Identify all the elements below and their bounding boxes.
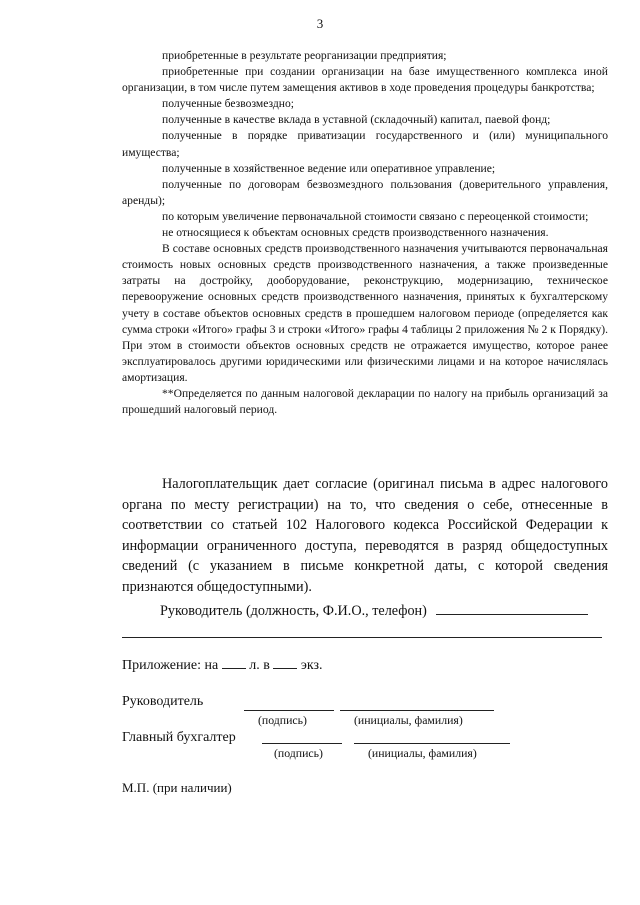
composition-paragraph: В составе основных средств производственного назначения учитываются первоначальная стоимость новых основных средств производственного назначения, а также произведенные затраты на достройку, дооборудование, реконструкцию, модернизацию, техническое перевооружение основных средств производственного назначения, принятых к бухгалтерскому учету в составе объектов основных средств в прошедшем налоговом периоде (определяется как сумма строки «Итого» графы 3 и строки «Итого» графы 4 таблицы 2 приложения № 2 к Порядку). При этом в стоимости объектов основных средств не отражается имущество, которое ранее эксплуатировалось другими юридическими или физическими лицами и на которое начислялась амортизация. <box>122 242 608 384</box>
head-signature-caption: (подпись) <box>258 713 307 727</box>
list-item: приобретенные при создании организации на базе имущественного комплекса иной организации, в том числе путем замещения активов в ходе проведения процедуры банкротства; <box>122 65 608 95</box>
list-item: полученные в хозяйственное ведение или оперативное управление; <box>162 161 496 175</box>
stamp-label: М.П. (при наличии) <box>122 780 232 795</box>
list-item: не относящиеся к объектам основных средств производственного назначения. <box>162 226 549 240</box>
accountant-initials-caption: (инициалы, фамилия) <box>368 746 477 760</box>
accountant-signature-caption: (подпись) <box>274 746 323 760</box>
list-item: полученные по договорам безвозмездного пользования (доверительного управления, аренды); <box>122 177 608 207</box>
list-item: приобретенные в результате реорганизации предприятия; <box>162 49 447 62</box>
list-item: по которым увеличение первоначальной стоимости связано с переоценкой стоимости; <box>162 209 589 223</box>
footnote: **Определяется по данным налоговой декларации по налогу на прибыль организаций за прошедший налоговый период. <box>122 386 608 417</box>
head-signature-line[interactable] <box>244 710 334 711</box>
head-contact-row <box>160 603 608 620</box>
attachment-suffix: экз. <box>300 658 323 673</box>
head-initials-line[interactable] <box>340 710 494 711</box>
list-item: полученные в качестве вклада в уставной (складочный) капитал, паевой фонд; <box>162 113 551 127</box>
attachment-copies-blank[interactable] <box>273 668 297 669</box>
list-section <box>122 48 608 418</box>
list-item: полученные в порядке приватизации государственного и (или) муниципального имущества; <box>122 129 608 159</box>
head-contact-label: Руководитель (должность, Ф.И.О., телефон) <box>160 603 427 619</box>
page-number: 3 <box>316 16 324 31</box>
accountant-signature-line[interactable] <box>262 743 342 744</box>
head-initials-caption: (инициалы, фамилия) <box>354 713 463 727</box>
list-item: полученные безвозмездно; <box>162 97 294 111</box>
accountant-initials-line[interactable] <box>354 743 510 744</box>
attachment-row <box>122 658 323 674</box>
attachment-prefix: Приложение: на <box>122 658 219 673</box>
head-contact-blank[interactable] <box>436 614 588 615</box>
head-signature-label: Руководитель <box>122 694 204 709</box>
attachment-middle: л. в <box>249 658 270 673</box>
accountant-signature-label: Главный бухгалтер <box>122 730 236 745</box>
head-contact-continuation-line[interactable] <box>122 637 602 638</box>
consent-paragraph: Налогоплательщик дает согласие (оригинал письма в адрес налогового органа по месту регистрации) на то, что сведения о себе, отнесенные в соответствии со статьей 102 Налогового кодекса Российской Федерации к информации ограниченного доступа, переводятся в разряд общедоступных сведений (с указанием в письме конкретной даты, с которой сведения признаются общедоступными). <box>122 476 608 595</box>
attachment-pages-blank[interactable] <box>222 668 246 669</box>
